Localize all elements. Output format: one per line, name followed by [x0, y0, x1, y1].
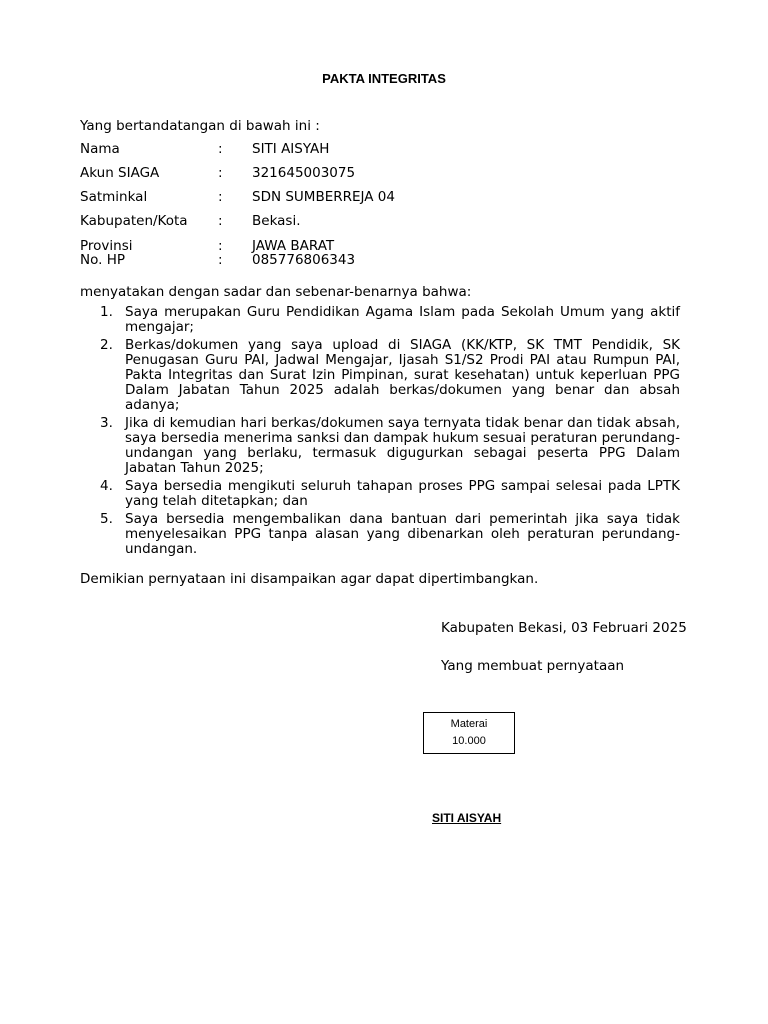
list-item-number: 1.	[100, 304, 113, 320]
list-item-text: Saya bersedia mengembalikan dana bantuan dari pemerintah jika saya tidak menyelesaikan PPG tanpa alasan yang dibenarkan oleh peraturan perundang-undangan.	[125, 511, 680, 557]
identity-value: SDN SUMBERREJA 04	[252, 189, 395, 205]
identity-row-kabupaten	[80, 213, 680, 231]
closing-text: Demikian pernyataan ini disampaikan agar dapat dipertimbangkan.	[80, 571, 539, 587]
list-item-text: Berkas/dokumen yang saya upload di SIAGA (KK/KTP, SK TMT Pendidik, SK Penugasan Guru PAI, Jadwal Mengajar, Ijasah S1/S2 Prodi PAI atau Rumpun PAI, Pakta Integritas dan Surat Izin Pimpinan, surat kesehatan) untuk keperluan PPG Dalam Jabatan Tahun 2025 adalah berkas/dokumen yang benar dan absah adanya;	[125, 337, 680, 413]
declaration-list	[80, 305, 680, 560]
list-item	[80, 512, 680, 557]
list-item-number: 4.	[100, 478, 113, 494]
identity-colon: :	[218, 238, 223, 254]
identity-row-satminkal	[80, 189, 680, 207]
identity-value: JAWA BARAT	[252, 238, 335, 254]
identity-row-siaga	[80, 165, 680, 183]
list-item-text: Saya bersedia mengikuti seluruh tahapan proses PPG sampai selesai pada LPTK yang telah ditetapkan; dan	[125, 478, 680, 509]
identity-label: Provinsi	[80, 238, 133, 254]
maker-label: Yang membuat pernyataan	[441, 658, 625, 674]
identity-value: SITI AISYAH	[252, 141, 330, 157]
list-item	[80, 338, 680, 413]
place-date: Kabupaten Bekasi, 03 Februari 2025	[441, 620, 687, 636]
intro-text: Yang bertandatangan di bawah ini :	[80, 118, 320, 134]
identity-colon: :	[218, 189, 223, 205]
list-item	[80, 479, 680, 509]
identity-value: Bekasi.	[252, 213, 301, 229]
identity-colon: :	[218, 141, 223, 157]
identity-label: Kabupaten/Kota	[80, 213, 188, 229]
statement-text: menyatakan dengan sadar dan sebenar-benarnya bahwa:	[80, 284, 472, 300]
signer-name: SITI AISYAH	[432, 811, 502, 825]
list-item-number: 5.	[100, 511, 113, 527]
identity-label: Nama	[80, 141, 120, 157]
list-item	[80, 305, 680, 335]
identity-row-phone	[80, 252, 680, 270]
list-item-text: Saya merupakan Guru Pendidikan Agama Islam pada Sekolah Umum yang aktif mengajar;	[125, 304, 680, 335]
stamp-label: Materai	[450, 718, 488, 730]
identity-colon: :	[218, 213, 223, 229]
identity-label: Satminkal	[80, 189, 148, 205]
list-item-number: 3.	[100, 415, 113, 431]
stamp-value: 10.000	[452, 735, 486, 747]
identity-label: Akun SIAGA	[80, 165, 160, 181]
identity-value: 085776806343	[252, 252, 356, 268]
identity-row-name	[80, 141, 680, 159]
identity-value: 321645003075	[252, 165, 356, 181]
list-item-number: 2.	[100, 337, 113, 353]
identity-colon: :	[218, 252, 223, 268]
identity-label: No. HP	[80, 252, 125, 268]
list-item-text: Jika di kemudian hari berkas/dokumen saya ternyata tidak benar dan tidak absah, saya bersedia menerima sanksi dan dampak hukum sesuai peraturan perundang-undangan yang berlaku, termasuk digugurkan sebagai peserta PPG Dalam Jabatan Tahun 2025;	[125, 415, 680, 476]
document-title: PAKTA INTEGRITAS	[322, 71, 446, 86]
list-item	[80, 416, 680, 476]
identity-colon: :	[218, 165, 223, 181]
materai-stamp-box	[423, 712, 515, 754]
